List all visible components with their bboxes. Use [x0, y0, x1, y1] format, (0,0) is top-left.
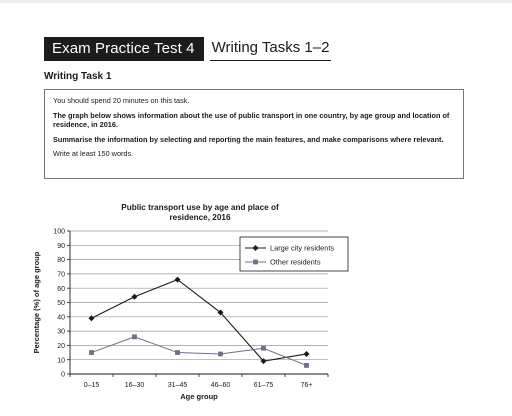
- y-tick-label: 20: [57, 343, 65, 350]
- y-tick-label: 100: [53, 228, 65, 236]
- time-instruction: You should spend 20 minutes on this task.: [53, 96, 190, 105]
- data-point-square: [89, 350, 94, 355]
- top-border: [0, 0, 512, 3]
- task-instructions-box: [44, 89, 464, 179]
- y-tick-label: 40: [57, 314, 65, 322]
- chart-container: [28, 196, 358, 411]
- word-count-instruction: Write at least 150 words.: [53, 149, 134, 159]
- x-axis-label: Age group: [180, 392, 218, 401]
- legend-label: Large city residents: [270, 243, 335, 253]
- chart-title-line: residence, 2016: [169, 213, 231, 222]
- series-line: [92, 337, 307, 366]
- chart-title-line: Public transport use by age and place of: [121, 203, 279, 212]
- task-prompt: The graph below shows information about the use of public transport in one country, by age group and location of residence, in 2016.: [53, 110, 450, 130]
- legend-marker-square: [253, 260, 258, 265]
- x-tick-label: 76+: [300, 382, 313, 389]
- y-tick-label: 0: [61, 371, 65, 379]
- x-tick-label: 0–15: [83, 382, 100, 389]
- legend-label: Other residents: [270, 257, 321, 267]
- x-tick-label: 16–30: [124, 382, 145, 389]
- y-tick-label: 10: [57, 357, 65, 365]
- y-tick-label: 80: [57, 257, 65, 265]
- section-label: Writing Tasks 1–2: [210, 37, 332, 61]
- y-tick-label: 50: [57, 300, 65, 308]
- data-point-square: [304, 363, 309, 368]
- data-point-square: [175, 350, 180, 355]
- data-point-diamond: [132, 294, 138, 300]
- line-chart: [28, 196, 358, 411]
- y-tick-label: 90: [57, 242, 65, 250]
- x-tick-label: 61–75: [253, 382, 274, 389]
- summary-instruction: Summarise the information by selecting and reporting the main features, and make comparisons where relevant.: [53, 134, 444, 144]
- data-point-diamond: [89, 315, 95, 321]
- data-point-diamond: [304, 351, 310, 357]
- data-point-square: [218, 352, 223, 357]
- test-label: Exam Practice Test 4: [44, 37, 204, 61]
- data-point-square: [132, 334, 137, 339]
- y-axis-label: Percentage (%) of age group: [32, 251, 41, 354]
- x-tick-label: 46–60: [210, 382, 231, 389]
- y-tick-label: 60: [57, 285, 65, 293]
- x-tick-label: 31–45: [167, 382, 188, 389]
- y-tick-label: 30: [57, 328, 65, 336]
- series-line: [92, 280, 307, 362]
- y-tick-label: 70: [57, 271, 65, 279]
- page-header: [44, 37, 331, 61]
- task-heading: Writing Task 1: [44, 71, 112, 82]
- data-point-square: [261, 346, 266, 351]
